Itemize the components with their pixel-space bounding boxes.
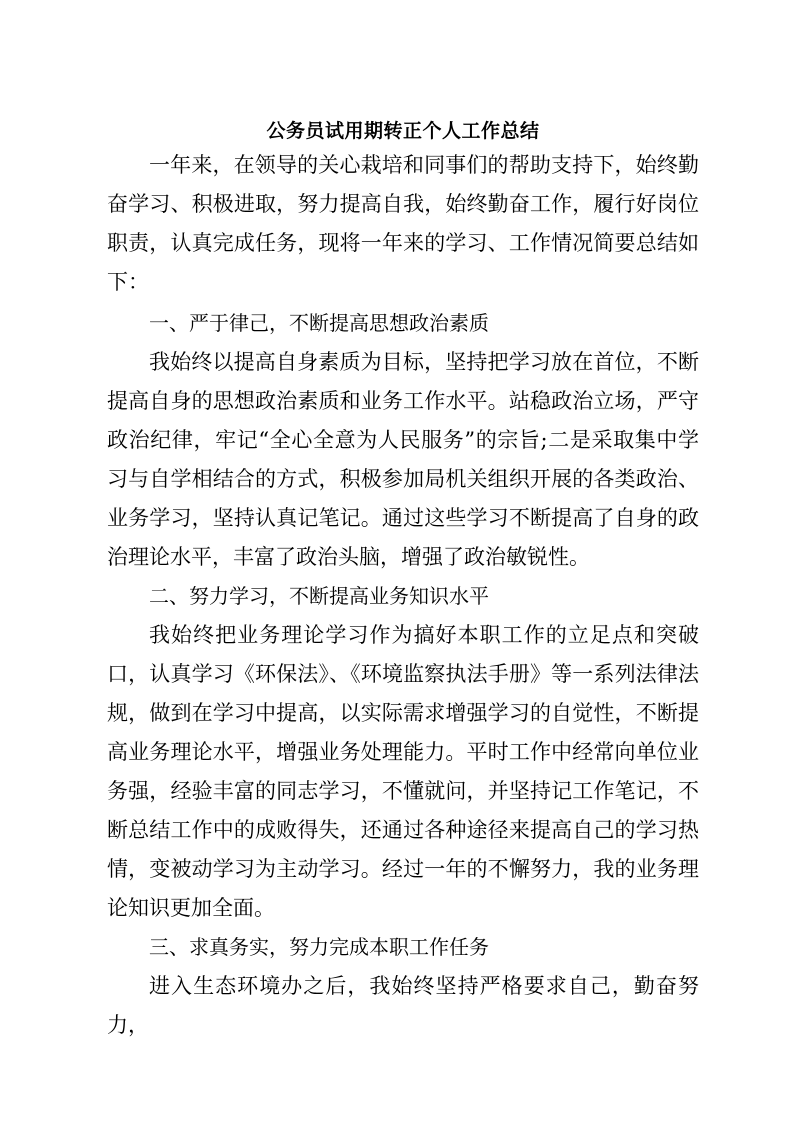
section-2-heading: 二、努力学习，不断提高业务知识水平 <box>149 584 489 608</box>
section-3-heading: 三、求真务实，努力完成本职工作任务 <box>149 935 489 959</box>
section-1-heading: 一、严于律己，不断提高思想政治素质 <box>149 311 489 335</box>
intro-paragraph: 一年来，在领导的关心栽培和同事们的帮助支持下，始终勤奋学习、积极进取，努力提高自我，始终勤奋工作，履行好岗位职责，认真完成任务，现将一年来的学习、工作情况简要总结如下： <box>107 153 699 294</box>
section-1-paragraph: 我始终以提高自身素质为目标，坚持把学习放在首位，不断提高自身的思想政治素质和业务工作水平。站稳政治立场，严守政治纪律，牢记“全心全意为人民服务”的宗旨;二是采取集中学习与自学相结合的方式，积极参加局机关组织开展的各类政治、业务学习，坚持认真记笔记。通过这些学习不断提高了自身的政治理论水平，丰富了政治头脑，增强了政治敏锐性。 <box>107 350 699 569</box>
document-title: 公务员试用期转正个人工作总结 <box>266 120 540 142</box>
document-content <box>107 116 699 1045</box>
section-3-paragraph: 进入生态环境办之后，我始终坚持严格要求自己，勤奋努力， <box>107 974 699 1037</box>
section-2-paragraph: 我始终把业务理论学习作为搞好本职工作的立足点和突破口，认真学习《环保法》、《环境监察执法手册》等一系列法律法规，做到在学习中提高，以实际需求增强学习的自觉性，不断提高业务理论水平，增强业务处理能力。平时工作中经常向单位业务强，经验丰富的同志学习，不懂就问，并坚持记工作笔记，不断总结工作中的成败得失，还通过各种途径来提高自己的学习热情，变被动学习为主动学习。经过一年的不懈努力，我的业务理论知识更加全面。 <box>107 623 699 920</box>
